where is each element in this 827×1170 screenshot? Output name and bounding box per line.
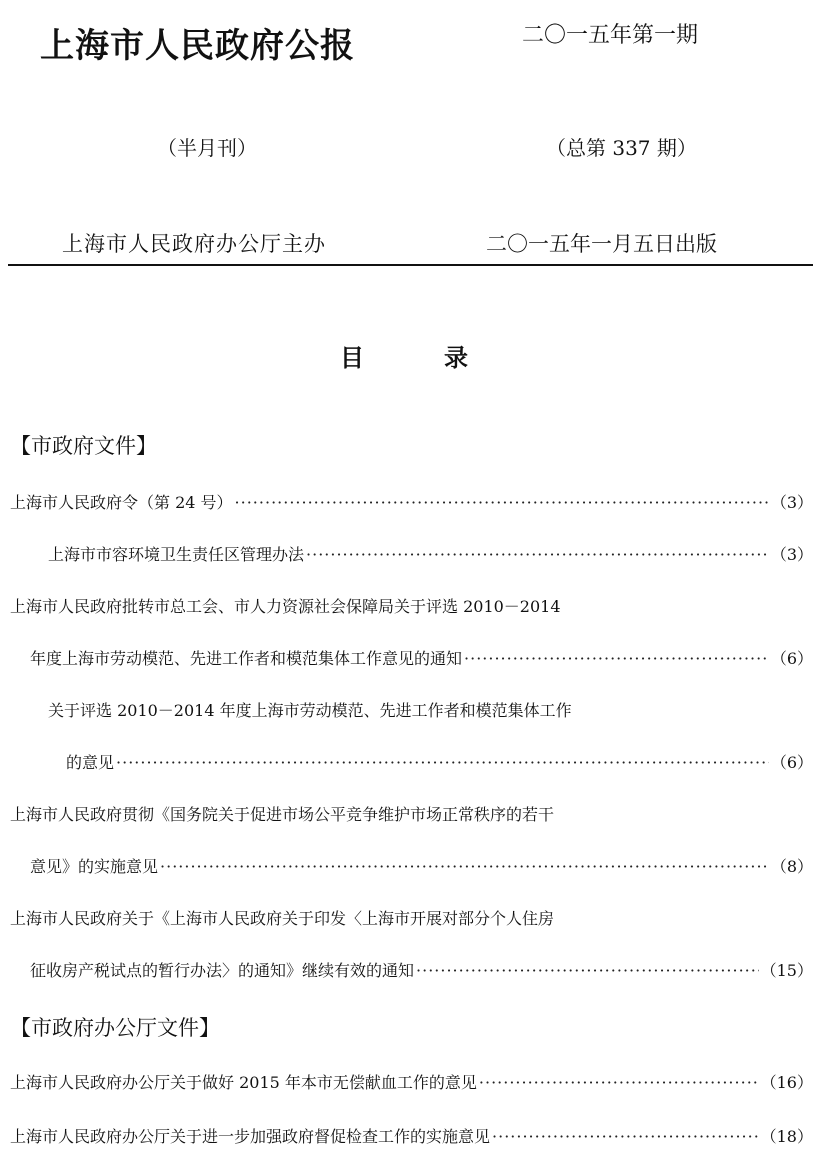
toc-entry-supervision-inspection[interactable] xyxy=(10,1124,813,1148)
total-issue-label: （总第 337 期） xyxy=(546,136,697,160)
toc-entry-page: （16） xyxy=(760,1073,813,1092)
leader-dots xyxy=(416,961,759,980)
section-heading-general-office: 【市政府办公厅文件】 xyxy=(10,1016,220,1040)
toc-entry-title: 的意见 xyxy=(66,753,115,772)
toc-entry-page: （3） xyxy=(770,493,813,512)
leader-dots xyxy=(235,493,769,512)
toc-entry-title: 征收房产税试点的暂行办法〉的通知》继续有效的通知 xyxy=(30,961,415,980)
toc-entry-property-tax-line1[interactable]: 上海市人民政府关于《上海市人民政府关于印发〈上海市开展对部分个人住房 xyxy=(10,909,555,928)
toc-entry-page: （6） xyxy=(770,649,813,668)
toc-entry-page: （15） xyxy=(760,961,813,980)
toc-entry-page: （3） xyxy=(770,545,813,564)
toc-entry-government-order[interactable] xyxy=(10,490,813,514)
toc-entry-blood-donation[interactable] xyxy=(10,1070,813,1094)
leader-dots xyxy=(116,753,769,772)
toc-entry-sanitation-regulation[interactable] xyxy=(48,542,813,566)
toc-entry-page: （18） xyxy=(760,1127,813,1146)
toc-entry-page: （8） xyxy=(770,857,813,876)
toc-entry-fair-competition[interactable] xyxy=(30,854,813,878)
toc-entry-title: 上海市人民政府令（第 24 号） xyxy=(10,493,233,512)
publisher-label: 上海市人民政府办公厅主办 xyxy=(62,232,326,256)
gazette-title: 上海市人民政府公报 xyxy=(40,26,355,66)
toc-entry-labor-model-opinion[interactable] xyxy=(66,750,813,774)
leader-dots xyxy=(306,545,769,564)
toc-entry-property-tax[interactable] xyxy=(30,958,813,982)
toc-entry-labor-model-notice[interactable] xyxy=(30,646,813,670)
toc-entry-title: 上海市人民政府办公厅关于进一步加强政府督促检查工作的实施意见 xyxy=(10,1127,491,1146)
toc-entry-title: 年度上海市劳动模范、先进工作者和模范集体工作意见的通知 xyxy=(30,649,463,668)
toc-entry-title: 上海市市容环境卫生责任区管理办法 xyxy=(48,545,305,564)
leader-dots xyxy=(160,857,769,876)
toc-entry-labor-model-opinion-line1[interactable]: 关于评选 2010－2014 年度上海市劳动模范、先进工作者和模范集体工作 xyxy=(48,701,572,720)
leader-dots xyxy=(479,1073,759,1092)
toc-entry-title: 上海市人民政府办公厅关于做好 2015 年本市无偿献血工作的意见 xyxy=(10,1073,477,1092)
toc-entry-fair-competition-line1[interactable]: 上海市人民政府贯彻《国务院关于促进市场公平竞争维护市场正常秩序的若干 xyxy=(10,805,555,824)
issue-number: 二〇一五年第一期 xyxy=(522,23,699,48)
periodicity-label: （半月刊） xyxy=(157,136,257,160)
publication-date: 二〇一五年一月五日出版 xyxy=(486,232,717,256)
toc-entry-page: （6） xyxy=(770,753,813,772)
section-heading-municipal-government: 【市政府文件】 xyxy=(10,434,157,458)
toc-entry-title: 意见》的实施意见 xyxy=(30,857,159,876)
toc-entry-labor-model-notice-line1[interactable]: 上海市人民政府批转市总工会、市人力资源社会保障局关于评选 2010－2014 xyxy=(10,597,561,616)
leader-dots xyxy=(464,649,769,668)
leader-dots xyxy=(492,1127,759,1146)
toc-heading: 目录 xyxy=(340,343,548,372)
header-divider xyxy=(8,264,813,266)
